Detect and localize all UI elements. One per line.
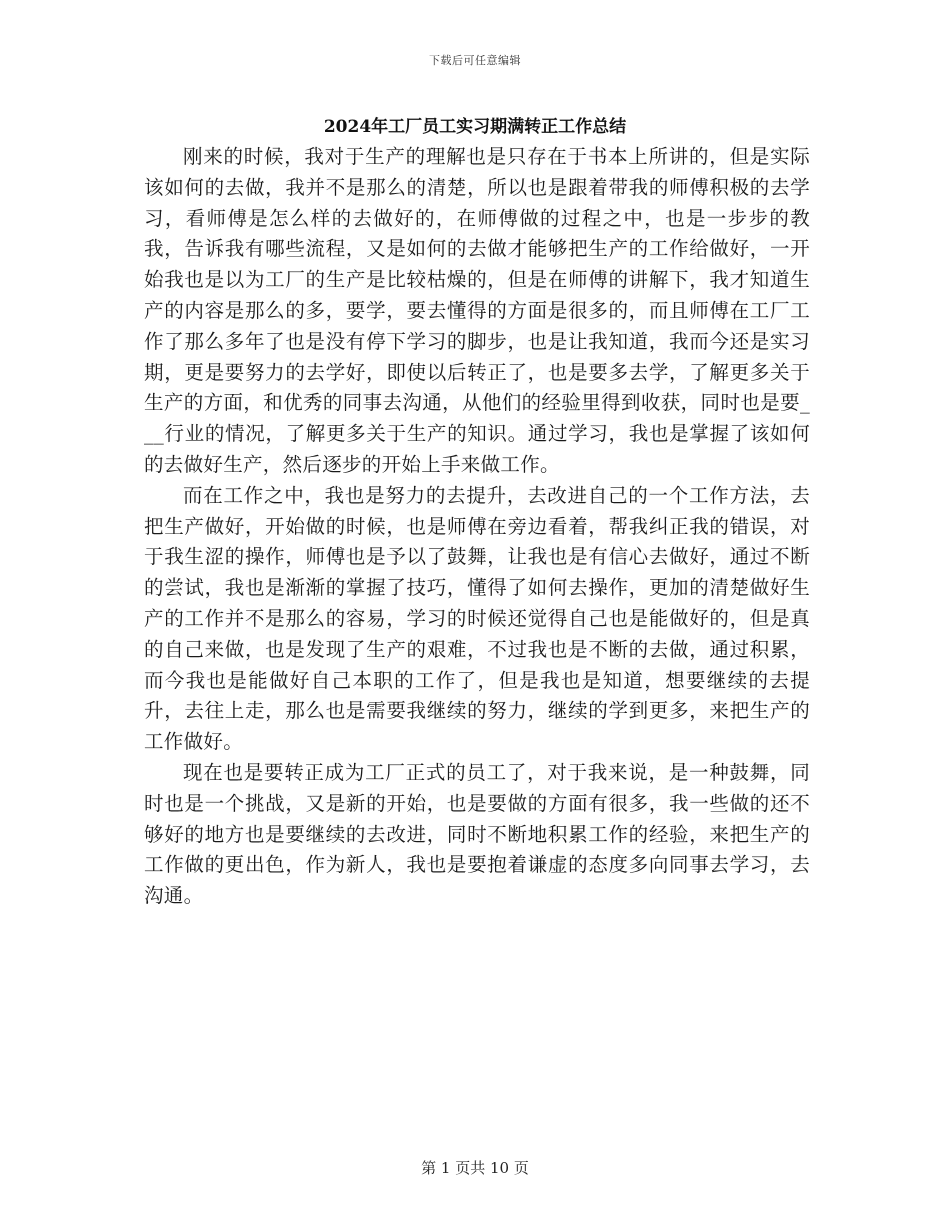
paragraph-3: 现在也是要转正成为工厂正式的员工了，对于我来说，是一种鼓舞，同时也是一个挑战，又是新的开始，也是要做的方面有很多，我一些做的还不够好的地方也是要继续的去改进，同时不断地积累工作的经验，来把生产的工作做的更出色，作为新人，我也是要抱着谦虚的态度多向同事去学习，去沟通。	[144, 760, 810, 908]
page-number-footer: 第 1 页共 10 页	[421, 1159, 529, 1177]
page-header-note: 下载后可任意编辑	[429, 54, 521, 67]
paragraph-1: 刚来的时候，我对于生产的理解也是只存在于书本上所讲的，但是实际该如何的去做，我并不是那么的清楚，所以也是跟着带我的师傅积极的去学习，看师傅是怎么样的去做好的，在师傅做的过程之中，也是一步步的教我，告诉我有哪些流程，又是如何的去做才能够把生产的工作给做好，一开始我也是以为工厂的生产是比较枯燥的，但是在师傅的讲解下，我才知道生产的内容是那么的多，要学，要去懂得的方面是很多的，而且师傅在工厂工作了那么多年了也是没有停下学习的脚步，也是让我知道，我而今还是实习期，更是要努力的去学好，即使以后转正了，也是要多去学，了解更多关于生产的方面，和优秀的同事去沟通，从他们的经验里得到收获，同时也是要___行业的情况，了解更多关于生产的知识。通过学习，我也是掌握了该如何的去做好生产，然后逐步的开始上手来做工作。	[144, 145, 810, 476]
paragraph-2: 而在工作之中，我也是努力的去提升，去改进自己的一个工作方法，去把生产做好，开始做的时候，也是师傅在旁边看着，帮我纠正我的错误，对于我生涩的操作，师傅也是予以了鼓舞，让我也是有信心去做好，通过不断的尝试，我也是渐渐的掌握了技巧，懂得了如何去操作，更加的清楚做好生产的工作并不是那么的容易，学习的时候还觉得自己也是能做好的，但是真的自己来做，也是发现了生产的艰难，不过我也是不断的去做，通过积累，而今我也是能做好自己本职的工作了，但是我也是知道，想要继续的去提升，去往上走，那么也是需要我继续的努力，继续的学到更多，来把生产的工作做好。	[144, 483, 810, 754]
document-title: 2024年工厂员工实习期满转正工作总结	[323, 117, 627, 137]
document-body	[144, 142, 810, 912]
